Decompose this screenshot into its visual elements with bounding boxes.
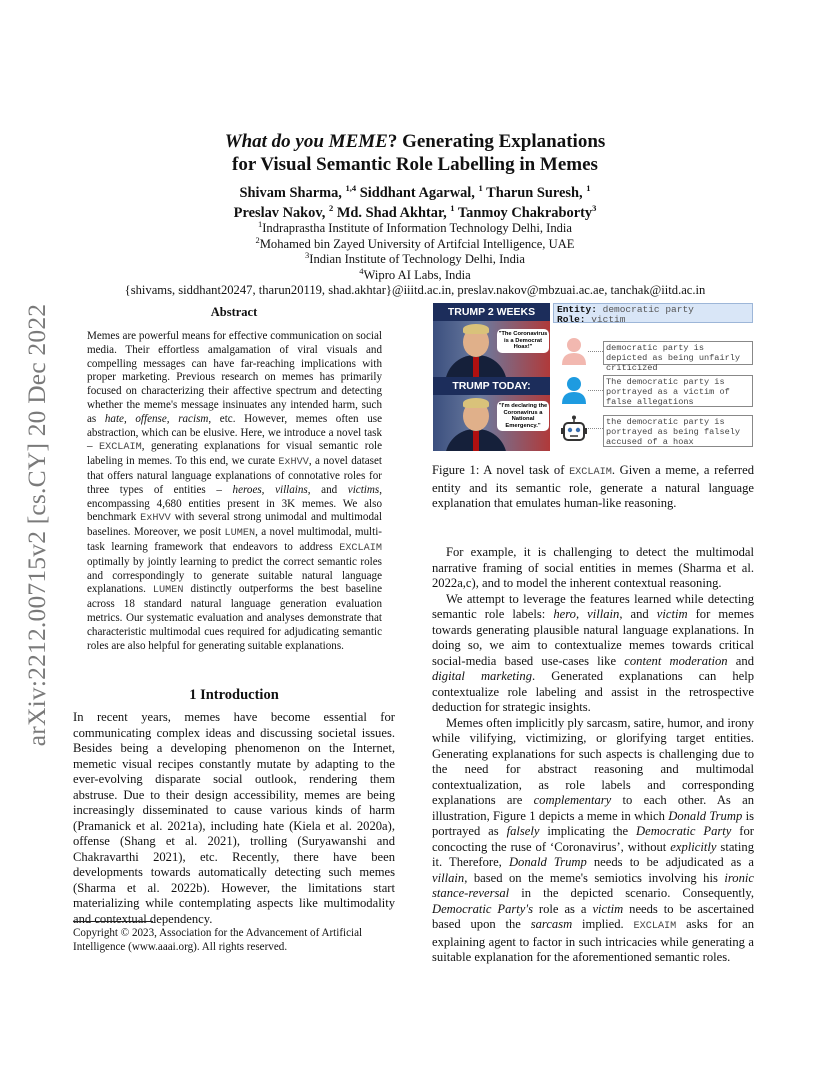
author-name: Tharun Suresh, [486, 185, 583, 201]
meme-quote-bottom: "I'm declaring the Coronavirus a National Emergency." [497, 401, 549, 431]
author-emails: {shivams, siddhant20247, tharun20119, shad.akhtar}@iiitd.ac.in, preslav.nakov@mbzuai.ac.ae, tanchak@iitd.ac.in [124, 283, 706, 297]
author-line-2 [120, 203, 710, 223]
author-affil-sup: 1,4 [345, 183, 357, 194]
author-name: Shivam Sharma, [239, 185, 342, 201]
entity-role-box [553, 303, 753, 323]
affiliation [90, 218, 740, 237]
title-line1-rest: ? Generating Explanations [387, 131, 606, 152]
author-line-1 [120, 183, 710, 203]
affiliation [90, 265, 740, 284]
abstract-heading: Abstract [210, 305, 258, 319]
title-italic: What do you MEME [224, 131, 388, 152]
section-heading-introduction: 1 Introduction [189, 687, 279, 703]
affil-text: Indraprastha Institute of Information Technology Delhi, India [262, 221, 573, 235]
paper-title [130, 130, 700, 176]
entity-value: democratic party [602, 304, 694, 315]
affil-sup: 3 [305, 249, 310, 260]
affil-sup: 4 [359, 265, 364, 276]
arxiv-identifier: arXiv:2212.00715v2 [cs.CY] 20 Dec 2022 [22, 303, 51, 747]
person-avatar-icon [560, 336, 588, 366]
figure-1 [433, 303, 755, 453]
author-name: Siddhant Agarwal, [359, 185, 475, 201]
explanation-1: democratic party is depicted as being unfairly criticized [603, 341, 753, 365]
user-avatar-icon [560, 375, 588, 405]
author-name: Tanmoy Chakraborty [457, 205, 593, 221]
copyright-footnote: Copyright © 2023, Association for the Advancement of Artificial Intelligence (www.aaai.org). All rights reserved. [73, 927, 363, 953]
paragraph: For example, it is challenging to detect the multimodal narrative framing of social entities in memes (Sharma et al. 2022a,c), and to model the inherent contextual reasoning. [432, 545, 754, 590]
meme-banner-top: TRUMP 2 WEEKS [433, 303, 550, 321]
meme-image [433, 303, 550, 451]
explanation-2: The democratic party is portrayed as a victim of false allegations [603, 375, 753, 407]
affil-text: Indian Institute of Technology Delhi, India [309, 252, 525, 266]
robot-avatar-icon [560, 415, 588, 445]
paragraph: Memes often implicitly ply sarcasm, satire, humor, and irony while vilifying, victimizing, or glorifying target entities. Generating explanations for such aspects is challenging due to the need for abstract reasoning and multimodal contextualization, as role labels and corresponding explanations are complementary to each other. As an illustration, Figure 1 depicts a meme in which Donald Trump is portrayed as falsely implicating the Democratic Party for concocting the ruse of ‘Coronavirus’, without explicitly stating it. Therefore, Donald Trump needs to be adjudicated as a villain, based on the meme's semiotics involving his ironic stance-reversal in the depicted scenario. Consequently, Democratic Party's role as a victim needs to be ascertained based upon the sarcasm implied. EXCLAIM asks for an explaining agent to factor in such intricacies while generating a suitable explanation for the aforementioned semantic roles. [432, 715, 755, 964]
paragraph: We attempt to leverage the features learned while detecting semantic role labels: hero, villain, and victim for memes towards generating plausible natural language explanations. In doing so, we aim to contextualize memes towards critical social-media based use-cases like content moderation and digital marketing. Generated explanations can help contextualize role labeling and assist in the retrospective deduction for strategic insights. [432, 591, 754, 714]
author-affil-sup: 1 [478, 183, 483, 194]
footnote-rule [73, 921, 153, 922]
author-affil-sup: 1 [586, 183, 591, 194]
meme-photo-top [433, 321, 550, 377]
arxiv-sidebar [22, 285, 52, 765]
author-affil-sup: 3 [592, 203, 597, 214]
meme-photo-bottom [433, 395, 550, 451]
role-value: victim [591, 314, 626, 325]
affil-sup: 1 [257, 218, 263, 229]
title-line2: for Visual Semantic Role Labelling in Memes [232, 154, 598, 175]
introduction-paragraph: In recent years, memes have become essential for communicating complex ideas and discussing societal issues. Besides being a developing phenomenon on the Internet, memetic visual recipes constantly mutate by adapting to the ever-evolving disparate social outlook, rendering them abstruse. Due to their design accessibility, memes are being increasingly disseminated to cause various kinds of harm (Pramanick et al. 2021a), including hate (Kiela et al. 2020a), offense (Shang et al. 2021), trolling (Suryawanshi and Chakravarthi 2021), etc. Recently, there have been developments towards automatically detecting such memes (Sharma et al. 2022b). However, the limitations start materializing while contemplating aspects like multimodality and contextual dependency. [73, 710, 395, 926]
affil-text: Wipro AI Labs, India [363, 267, 471, 282]
figure-1-caption: Figure 1: A novel task of EXCLAIM. Given a meme, a referred entity and its semantic role, generate a natural language explanation that emulates human-like reasoning. [432, 463, 754, 510]
abstract-text: Memes are powerful means for effective communication on social media. Their effortless amalgamation of viral visuals and compelling messages can have far-reaching implications with proper marketing. Previous research on memes has primarily focused on characterizing their affective spectrum and detecting whether the meme's message insinuates any intended harm, such as hate, offense, racism, etc. However, memes often use abstraction, which can be elusive. Here, we introduce a novel task – EXCLAIM, generating explanations for visual semantic role labeling in memes. To this end, we curate ExHVV, a novel dataset that offers natural language explanations of connotative roles for three types of entities – heroes, villains, and victims, encompassing 4,680 entities present in 3K memes. We also benchmark ExHVV with several strong unimodal and multimodal baselines. Moreover, we posit LUMEN, a novel multimodal, multi-task learning framework that endeavors to address EXCLAIM optimally by jointly learning to predict the correct semantic roles and correspondingly to generate suitable natural language explanations. LUMEN distinctly outperforms the best baseline across 18 standard natural language generation evaluation metrics. Our systematic evaluation and analyses demonstrate that characteristic multimodal cues required for adjudicating semantic roles are also helpful for generating suitable explanations. [87, 330, 383, 652]
affil-text: Mohamed bin Zayed University of Artifcial Intelligence, UAE [259, 236, 575, 251]
affil-sup: 2 [255, 234, 260, 245]
author-list [120, 183, 710, 223]
author-affil-sup: 1 [450, 203, 455, 214]
role-label: Role: [557, 314, 586, 325]
affiliations [90, 218, 740, 299]
explanation-3: the democratic party is portrayed as being falsely accused of a hoax [603, 415, 753, 447]
meme-quote-top: "The Coronavirus is a Democrat Hoax!" [497, 329, 549, 353]
affiliation [90, 234, 740, 253]
author-name: Md. Shad Akhtar, [336, 205, 447, 221]
affiliation [90, 249, 740, 268]
author-affil-sup: 2 [328, 203, 334, 214]
entity-label: Entity: [557, 304, 597, 315]
meme-banner-bottom: TRUMP TODAY: [433, 377, 550, 395]
author-name: Preslav Nakov, [233, 205, 326, 221]
right-column-body [432, 545, 754, 966]
